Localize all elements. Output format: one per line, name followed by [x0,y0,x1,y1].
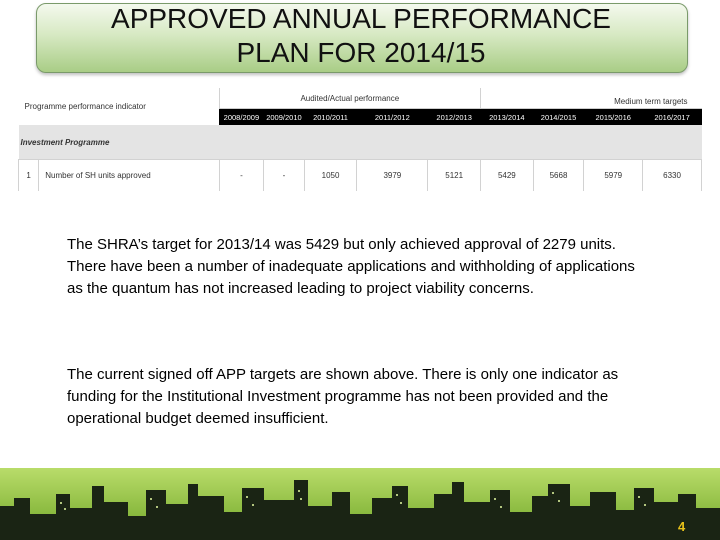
value-cell: - [219,160,264,192]
value-cell: 1050 [304,160,357,192]
indicator-header: Programme performance indicator [24,102,146,111]
year-header: 2011/2012 [357,109,428,126]
slide-title [36,2,686,70]
year-header: 2012/2013 [428,109,481,126]
year-header: 2008/2009 [219,109,264,126]
year-header: 2014/2015 [533,109,584,126]
year-header: 2009/2010 [264,109,305,126]
year-header: 2015/2016 [584,109,643,126]
table-row [19,160,702,192]
medium-term-header: Medium term targets [481,88,702,109]
section-label: Investment Programme [19,125,702,160]
title-line-2: PLAN FOR 2014/15 [236,37,486,68]
performance-table [18,88,702,205]
value-cell: 5429 [481,160,534,192]
indicator-name: Number of SH units approved [39,160,219,192]
page-number: 4 [678,519,686,534]
paragraph-target-note: The SHRA’s target for 2013/14 was 5429 but only achieved approval of 2279 units. There have been a number of inadequate applications and withholding of applications as the quantum has not increased leading to project viability concerns. [67,236,635,297]
value-cell: - [264,160,305,192]
year-header: 2010/2011 [304,109,357,126]
year-header: 2013/2014 [481,109,534,126]
title-line-1: APPROVED ANNUAL PERFORMANCE [111,3,611,34]
year-header: 2016/2017 [643,109,702,126]
row-number: 1 [19,160,39,192]
paragraph-app-note: The current signed off APP targets are shown above. There is only one indicator as funding for the Institutional Investment programme has not been provided and the operational budget deemed insufficient. [67,366,619,427]
audited-header: Audited/Actual performance [219,88,480,109]
value-cell: 5979 [584,160,643,192]
city-skyline-graphic [0,468,720,540]
value-cell: 5668 [533,160,584,192]
value-cell: 6330 [643,160,702,192]
value-cell: 5121 [428,160,481,192]
value-cell: 3979 [357,160,428,192]
